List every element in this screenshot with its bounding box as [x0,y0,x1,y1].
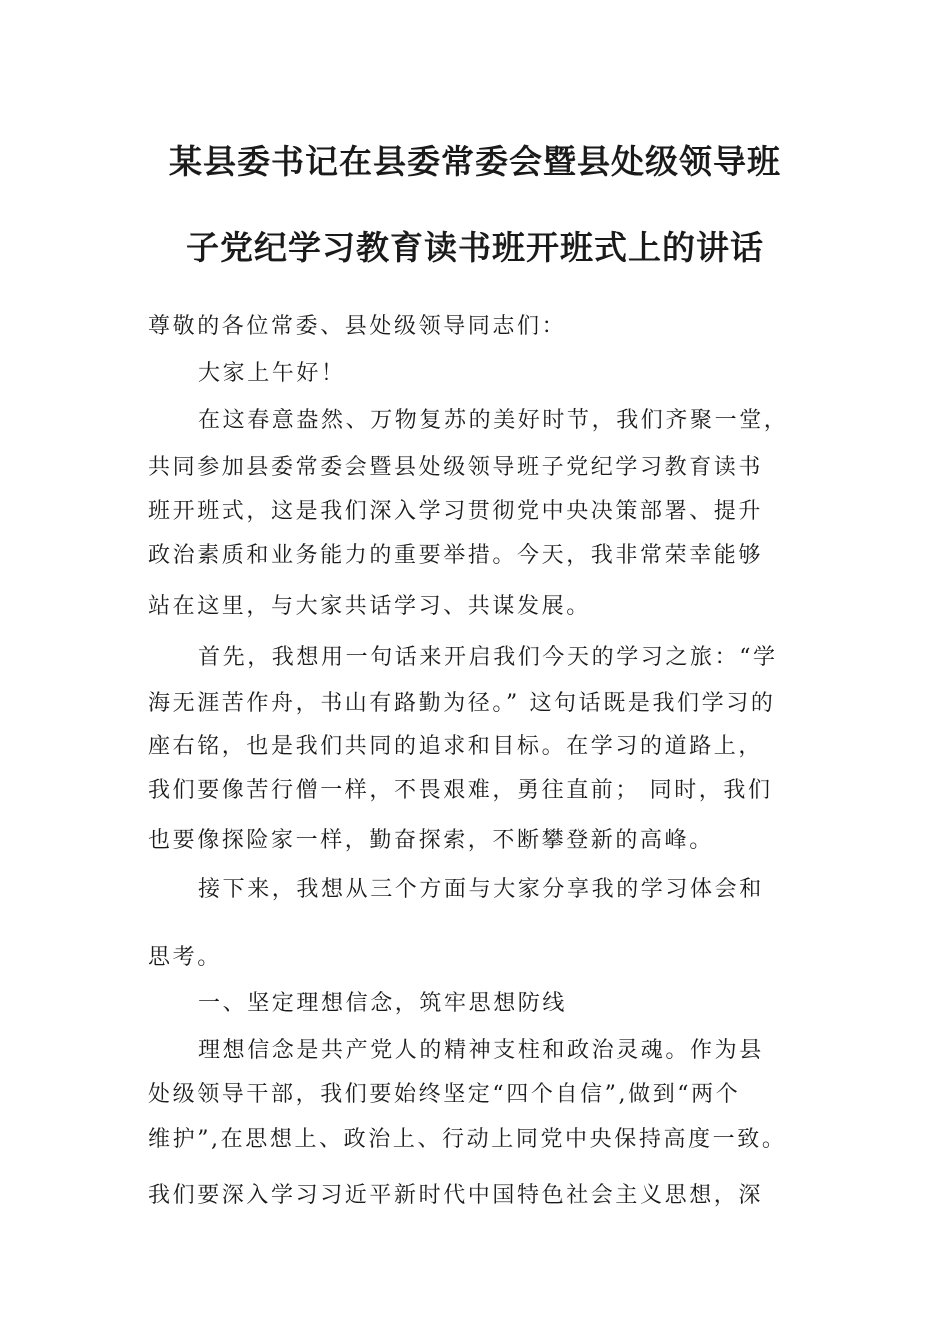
paragraph-line: 共同参加县委常委会暨县处级领导班子党纪学习教育读书 [148,455,764,480]
paragraph-line: 座右铭，也是我们共同的追求和目标。在学习的道路上， [148,734,764,759]
greeting: 大家上午好！ [198,361,346,386]
paragraph-line: 处级领导干部，我们要始终坚定“四个自信”,做到“两个 [148,1082,741,1107]
paragraph-line: 我们要像苦行僧一样，不畏艰难，勇往直前； 同时，我们 [148,778,773,803]
paragraph-line: 班开班式，这是我们深入学习贯彻党中央决策部署、提升 [148,499,764,524]
paragraph-line: 政治素质和业务能力的重要举措。今天，我非常荣幸能够 [148,543,764,568]
salutation: 尊敬的各位常委、县处级领导同志们： [148,314,567,339]
section-heading: 一、坚定理想信念，筑牢思想防线 [198,991,568,1016]
paragraph-line: 思考。 [148,945,222,970]
paragraph-line: 站在这里，与大家共话学习、共谋发展。 [148,594,591,619]
paragraph-line: 理想信念是共产党人的精神支柱和政治灵魂。作为县 [198,1038,764,1063]
paragraph-line: 维护”,在思想上、政治上、行动上同党中央保持高度一致。 [148,1127,787,1152]
paragraph-line: 首先，我想用一句话来开启我们今天的学习之旅：“学 [198,645,778,670]
paragraph-line: 接下来，我想从三个方面与大家分享我的学习体会和 [198,877,764,902]
document-title-line-1: 某县委书记在县委常委会暨县处级领导班 [169,142,781,181]
document-title-line-2: 子党纪学习教育读书班开班式上的讲话 [186,228,764,267]
paragraph-line: 在这春意盎然、万物复苏的美好时节，我们齐聚一堂， [198,408,789,433]
paragraph-line: 我们要深入学习习近平新时代中国特色社会主义思想，深 [148,1183,764,1208]
paragraph-line: 也要像探险家一样，勤奋探索，不断攀登新的高峰。 [148,828,714,853]
paragraph-line: 海无涯苦作舟，书山有路勤为径。” 这句话既是我们学习的 [148,691,776,716]
